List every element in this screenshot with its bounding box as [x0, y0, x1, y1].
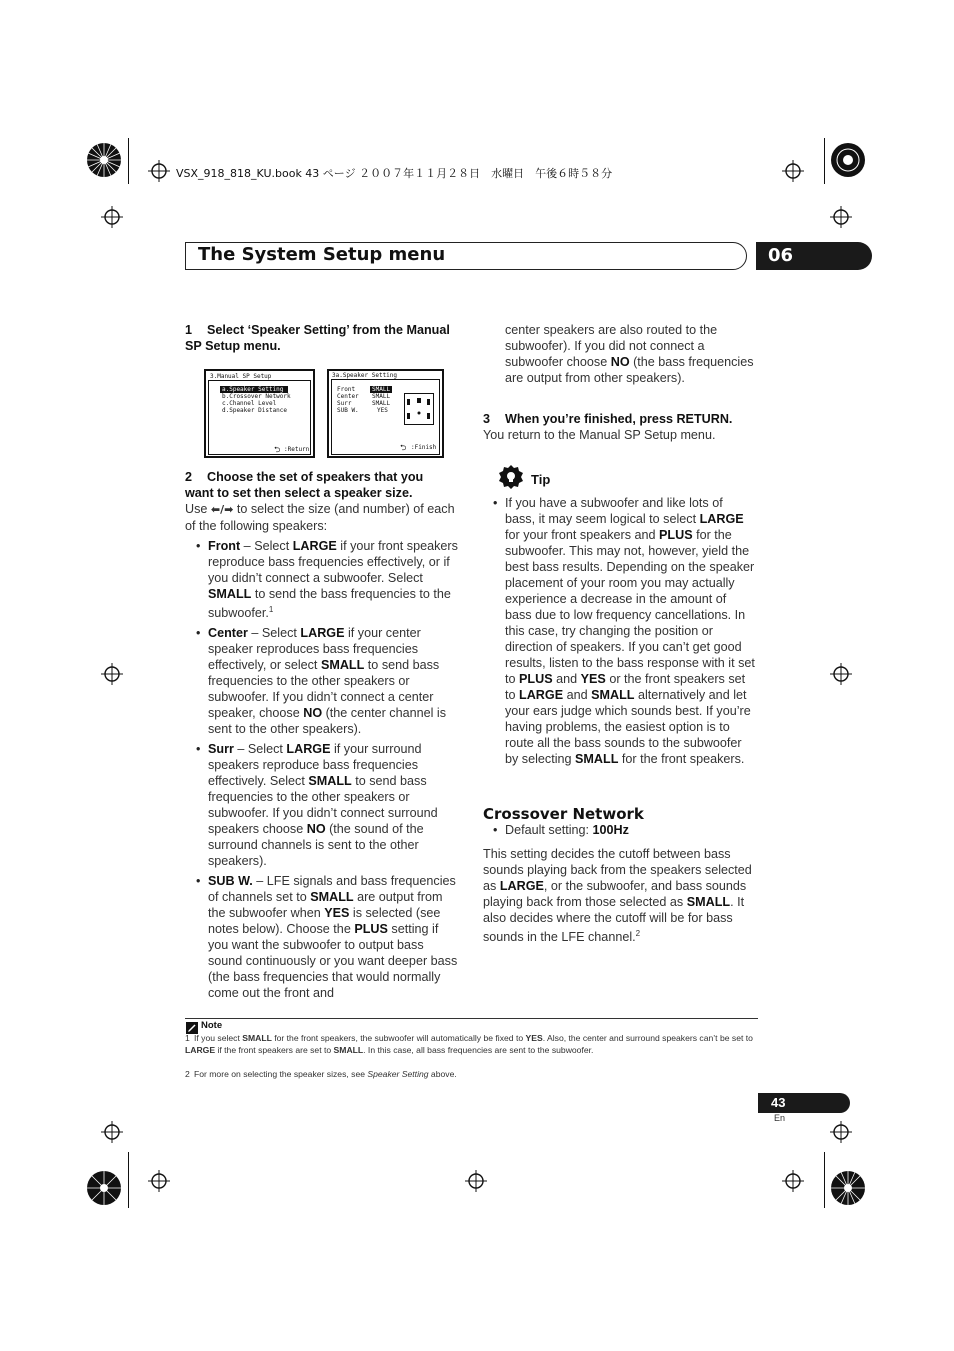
trim-line-top-left-v	[128, 138, 129, 184]
registration-starburst-top-left	[86, 142, 122, 178]
speaker-bullet-list	[186, 534, 460, 1001]
step-1	[185, 322, 450, 354]
registration-starburst-top-right	[830, 142, 866, 178]
osd-row-value: SMALL	[372, 400, 391, 407]
tip-bullet: • If you have a subwoofer and like lots of bass, it may seem logical to select LARGE for your front speakers and PLUS for the subwoofer. This may not, however, yield the best bass results. Depending on the speaker placement of your room you may actually experience a decrease in the amount of bass due to low frequency cancellations. In this case, try changing the position or direction of speakers. If you can’t get good results, listen to the bass response with it set to PLUS and YES or the front speakers set to LARGE and SMALL alternatively and let your ears judge which sounds best. If you’re having problems, the easiest option is to route all the bass sounds to the subwoofer by selecting SMALL for the front speakers.	[483, 495, 755, 767]
osd-row-value: SMALL	[372, 393, 391, 400]
osd-row-label: Front	[337, 386, 356, 393]
crosshair-mark-bottom-1	[148, 1170, 170, 1192]
osd-item-selected: a.Speaker Setting	[220, 386, 288, 393]
osd-item: d.Speaker Distance	[222, 407, 288, 414]
registration-starburst-bottom-right	[830, 1170, 866, 1206]
osd-screen-manual-sp-setup	[204, 369, 315, 458]
crosshair-mark-right-upper	[830, 206, 852, 228]
osd-row-label: Center	[337, 393, 359, 400]
page-title: The System Setup menu	[198, 244, 446, 265]
return-icon: ⮌	[274, 445, 281, 454]
osd-title: 3a.Speaker Setting	[332, 372, 398, 379]
crosshair-mark-right-lower	[830, 1121, 852, 1143]
lightbulb-icon	[498, 465, 524, 494]
step-number: 2	[185, 470, 193, 484]
bullet-front: • Front – Select LARGE if your front speakers reproduce bass frequencies effectively, or if you didn’t connect a subwoofer. Select SMALL to send the bass frequencies to the subwoofer.$^1$	[186, 538, 460, 621]
tip-heading: Tip	[531, 472, 551, 487]
chapter-tab	[756, 242, 872, 270]
step-number: 3	[483, 412, 491, 426]
osd-title: 3.Manual SP Setup	[210, 373, 272, 380]
osd-footer: :Finish	[411, 444, 437, 451]
footnote-1: 1 If you select SMALL for the front speakers, the subwoofer will automatically be fixed to YES. Also, the center and surround speakers can’t be set to LARGE if the front speakers are set to SMALL. In this case, all bass frequencies are sent to the subwoofer.	[185, 1033, 753, 1055]
osd-row-value-selected: SMALL	[372, 386, 391, 393]
trim-line-top-right-v	[824, 138, 825, 184]
language-code: En	[774, 1113, 786, 1123]
section-title-crossover: Crossover Network	[483, 805, 644, 823]
crosshair-mark-bottom-2	[465, 1170, 487, 1192]
trim-line-bottom-left-v	[128, 1152, 129, 1208]
osd-item: c.Channel Level	[222, 400, 277, 407]
step-3-body: You return to the Manual SP Setup menu.	[483, 428, 716, 442]
crosshair-mark-top-left	[148, 160, 170, 182]
bullet-sub-w: • SUB W. – LFE signals and bass frequencies of channels set to SMALL are output from the subwoofer when YES is selected (see notes below). Choose the PLUS setting if you want the subwoofer to output bass sound continuously or you want deeper bass (the bass frequencies that would normally come out the front and	[186, 873, 460, 1001]
osd-footer: :Return	[284, 446, 310, 453]
osd-row-value: YES	[377, 407, 388, 414]
step-3	[483, 411, 758, 427]
registration-starburst-bottom-left	[86, 1170, 122, 1206]
trim-line-bottom-right-v	[824, 1152, 825, 1208]
chapter-number: 06	[768, 245, 794, 266]
osd-row-label: SUB W.	[337, 407, 359, 414]
step-2	[185, 469, 455, 501]
note-rule	[185, 1018, 758, 1019]
print-file-line: VSX_918_818_KU.book 43 ページ ２００７年１１月２８日 水曜日 午後６時５８分	[176, 167, 613, 180]
return-icon: ⮌	[400, 443, 407, 452]
speaker-layout-icon	[404, 393, 434, 425]
osd-screen-speaker-setting	[327, 369, 444, 458]
crosshair-mark-left-upper	[101, 206, 123, 228]
footnote-2: 2 For more on selecting the speaker sizes, see Speaker Setting above.	[185, 1069, 457, 1079]
note-heading: Note	[201, 1020, 223, 1031]
continued-text: center speakers are also routed to the subwoofer). If you did not connect a subwoofer choose NO (the bass frequencies are output from other speakers).	[505, 323, 754, 385]
bullet-surr: • Surr – Select LARGE if your surround speakers reproduce bass frequencies effectively. Select SMALL to send bass frequencies to the other speakers or subwoofer. If you didn’t connect surround speakers choose NO (the sound of the surround channels is sent to the other speakers).	[186, 741, 460, 869]
crosshair-mark-left-middle	[101, 663, 123, 685]
crossover-default	[483, 822, 755, 838]
step-text: Select ‘Speaker Setting’ from the Manual SP Setup menu.	[185, 323, 450, 353]
crosshair-mark-left-lower	[101, 1121, 123, 1143]
crosshair-mark-bottom-3	[782, 1170, 804, 1192]
bullet-center: • Center – Select LARGE if your center speaker reproduces bass frequencies effectively, or select SMALL to send bass frequencies to the other speakers or subwoofer. If you didn’t connect a center speaker, choose NO (the center channel is sent to the other speakers).	[186, 625, 460, 737]
default-setting-bullet: • Default setting: 100Hz	[483, 822, 755, 838]
step-number: 1	[185, 323, 193, 337]
arrow-left-right-icon: ⬅/➡	[210, 503, 234, 516]
tip-body	[483, 491, 755, 767]
step-text: When you’re finished, press RETURN.	[505, 412, 733, 426]
step-text: Choose the set of speakers that you want to set then select a speaker size.	[185, 470, 424, 500]
crosshair-mark-top-right	[782, 160, 804, 182]
step-2-body: Use ⬅/➡ to select the size (and number) of each of the following speakers:	[185, 502, 455, 533]
page-number: 43	[771, 1095, 786, 1110]
page-number-tab	[758, 1093, 850, 1113]
osd-item: b.Crossover Network	[222, 393, 291, 400]
crosshair-mark-right-middle	[830, 663, 852, 685]
crossover-body: This setting decides the cutoff between bass sounds playing back from the speakers selected as LARGE, or the subwoofer, and bass sounds playing back from those selected as SMALL. It also decides where the cutoff will be for bass sounds in the LFE channel.$^2$	[483, 847, 752, 945]
osd-row-label: Surr	[337, 400, 352, 407]
